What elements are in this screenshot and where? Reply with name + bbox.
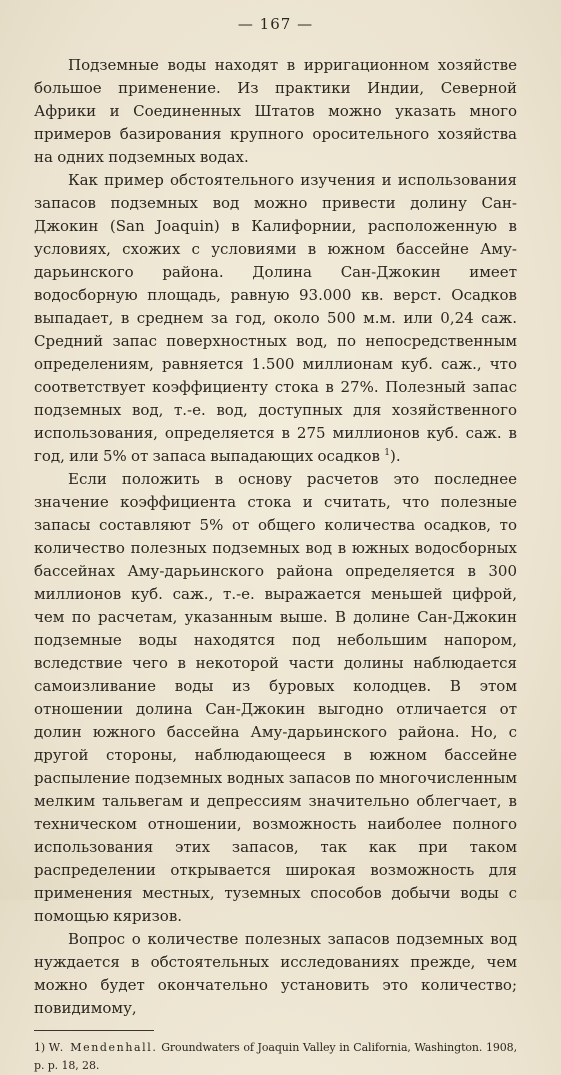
paragraph-2-text: Как пример обстоятельного изучения и использования запасов подземных вод можно привести долину Сан-Джокин (San Joaquin) в Калифорнии, расположенную в условиях, схожих с условиями в южном бассейне Аму-дарьинского района. Долина Сан-Джокин имеет водосборную площадь, равную 93.000 кв. верст. Осадков выпадает, в среднем за год, около 500 м.м. или 0,24 саж. Средний запас поверхностных вод, по непосредственным определениям, равняется 1.500 миллионам куб. саж., что соответствует коэффициенту стока в 27%. Полезный запас подземных вод, т.-е. вод, доступных для хозяйственного использования, определяется в 275 миллионов куб. саж. в год, или 5% от запаса выпадающих осадков [34,171,517,465]
footnote-divider [34,1030,154,1031]
page-number: — 167 — [237,15,314,33]
body-text [34,54,517,1020]
footnote-text: Groundwaters of Joaquin Valley in California, Washington. 1908, p. p. 18, 28. [34,1041,517,1072]
book-page [34,14,517,1072]
footnote-marker: 1) [34,1041,46,1054]
paragraph-3: Если положить в основу расчетов это последнее значение коэффициента стока и считать, что полезные запасы составляют 5% от общего количества осадков, то количество полезных подземных вод в южных водосборных бассейнах Аму-дарьинского района определяется в 300 миллионов куб. саж., т.-е. выражается меньшей цифрой, чем по расчетам, указанным выше. В долине Сан-Джокин подземные воды находятся под небольшим напором, вследствие чего в некоторой части долины наблюдается самоизливание воды из буровых колодцев. В этом отношении долина Сан-Джокин выгодно отличается от долин южного бассейна Аму-дарьинского района. Но, с другой стороны, наблюдающееся в южном бассейне распыление подземных водных запасов по многочисленным мелким тальвегам и депрессиям значительно облегчает, в техническом отношении, возможность наиболее полного использования этих запасов, так как при таком распределении открывается широкая возможность для применения местных, туземных способов добычи воды с помощью кяризов. [34,470,517,925]
paragraph-4: Вопрос о количестве полезных запасов подземных вод нуждается в обстоятельных исследованиях прежде, чем можно будет окончательно установить это количество; повидимому, [34,930,517,1017]
paragraph-2-end: ). [390,447,401,465]
footnote-reference: 1 [384,448,390,458]
paragraph-1: Подземные воды находят в ирригационном хозяйстве большое применение. Из практики Индии, Северной Африки и Соединенных Штатов можно указать много примеров базирования крупного оросительного хозяйства на одних подземных водах. [34,56,517,166]
footnote-author: W. Mendenhall. [48,1041,158,1054]
paragraph-2 [34,169,517,468]
footnote [34,1039,517,1075]
